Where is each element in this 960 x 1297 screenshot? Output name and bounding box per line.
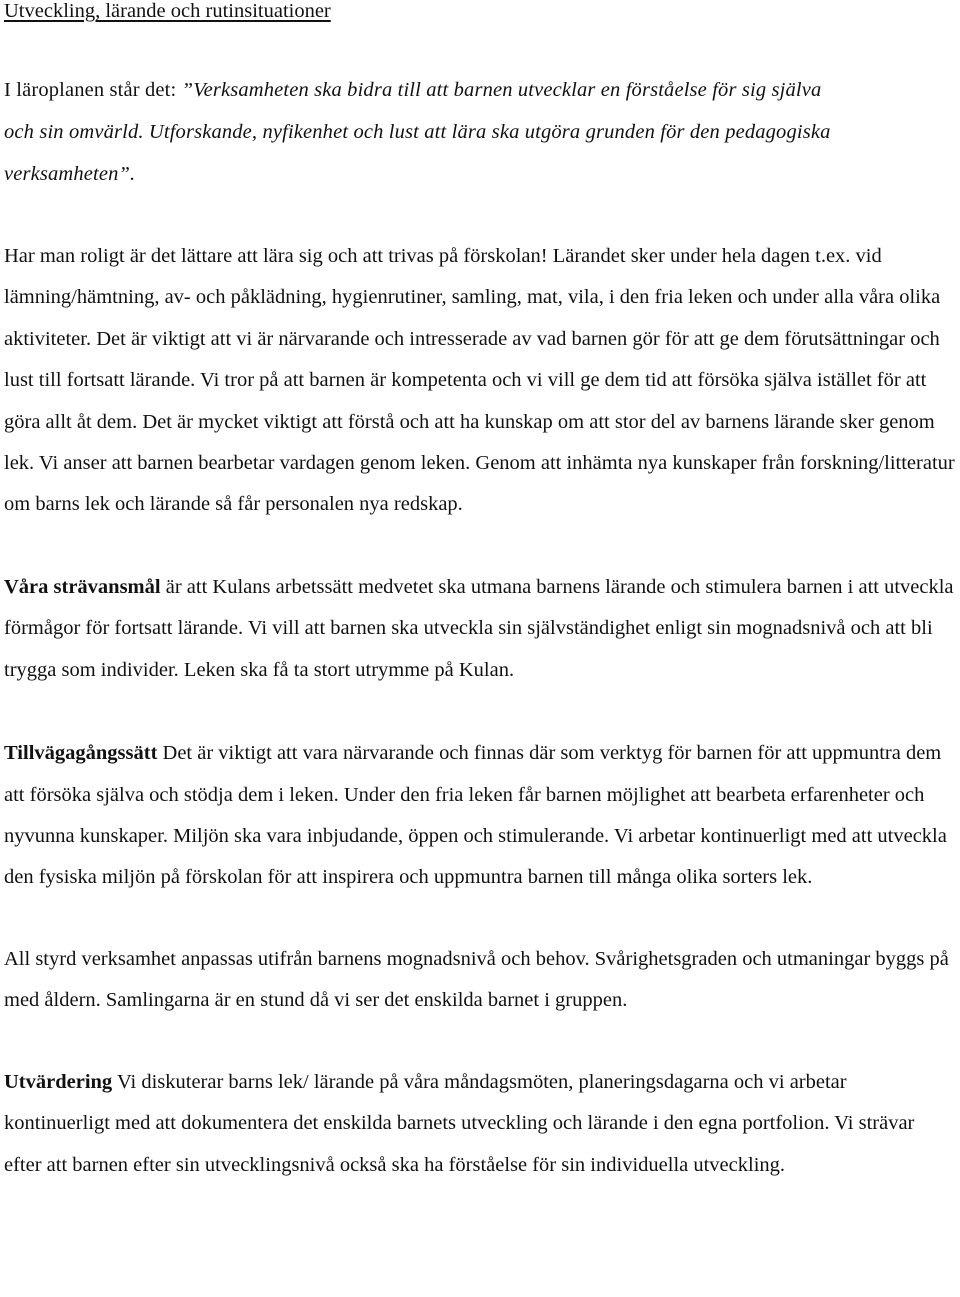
page-title: Utveckling, lärande och rutinsituationer	[4, 0, 331, 22]
paragraph-goals	[4, 567, 956, 692]
intro-quote-line-3-start: verksamhet	[4, 163, 99, 185]
goals-text: är att Kulans arbetssätt medvetet ska utmana barnens lärande och stimulera barnen i att utveckla förmågor för fortsatt lärande. Vi vill att barnen ska utveckla sin självständighet enligt sin mognadsnivå och att bli trygga som individer. Leken ska få ta stort utrymme på Kulan.	[4, 575, 954, 681]
evaluation-label: Utvärdering	[4, 1071, 113, 1094]
intro-quote-line-1: ”Verksamheten ska bidra till att barnen utvecklar en förståelse för sig själva	[181, 79, 822, 101]
paragraph-learning-fun: Har man roligt är det lättare att lära sig och att trivas på förskolan! Lärandet sker under hela dagen t.ex. vid lämning/hämtning, av- och påklädning, hygienrutiner, samling, mat, vila, i den fria leken och under alla våra olika aktiviteter. Det är viktigt att vi är närvarande och intresserade av vad barnen gör för att ge dem förutsättningar och lust till fortsatt lärande. Vi tror på att barnen är kompetenta och vi vill ge dem tid att försöka själva istället för att göra allt åt dem. Det är mycket viktigt att förstå och att ha kunskap om att stor del av barnens lärande sker genom lek. Vi anser att barnen bearbetar vardagen genom leken. Genom att inhämta nya kunskaper från forskning/litteratur om barns lek och lärande så får personalen nya redskap.	[4, 245, 955, 516]
paragraph-evaluation	[4, 1062, 956, 1186]
goals-label: Våra strävansmål	[4, 575, 161, 598]
intro-prefix: I läroplanen står det:	[4, 79, 182, 101]
intro-quote-line-3-end: en”.	[98, 163, 136, 185]
evaluation-text: Vi diskuterar barns lek/ lärande på våra måndagsmöten, planeringsdagarna och vi arbetar kontinuerligt med att dokumentera det enskilda barnets utveckling och lärande i den egna portfolion. Vi strävar efter att barnen efter sin utvecklingsnivå också ska ha förståelse för sin individuella utveckling.	[4, 1071, 915, 1176]
paragraph-guided-activities: All styrd verksamhet anpassas utifrån barnens mognadsnivå och behov. Svårighetsgraden och utmaningar byggs på med åldern. Samlingarna är en stund då vi ser det enskilda barnet i gruppen.	[4, 948, 949, 1012]
intro-quote-line-2: och sin omvärld. Utforskande, nyfikenhet och lust att lära ska utgöra grunden för den pedagogiska	[4, 121, 831, 143]
intro-paragraph	[4, 69, 956, 195]
document-page	[4, 0, 956, 1186]
paragraph-approach	[4, 733, 956, 898]
approach-text: Det är viktigt att vara närvarande och finnas där som verktyg för barnen för att uppmuntra dem att försöka själva och stödja dem i leken. Under den fria leken får barnen möjlighet att bearbeta erfarenheter och nyvunna kunskaper. Miljön ska vara inbjudande, öppen och stimulerande. Vi arbetar kontinuerligt med att utveckla den fysiska miljön på förskolan för att inspirera och uppmuntra barnen till många olika sorters lek.	[4, 742, 947, 888]
approach-label: Tillvägagångssätt	[4, 742, 158, 765]
